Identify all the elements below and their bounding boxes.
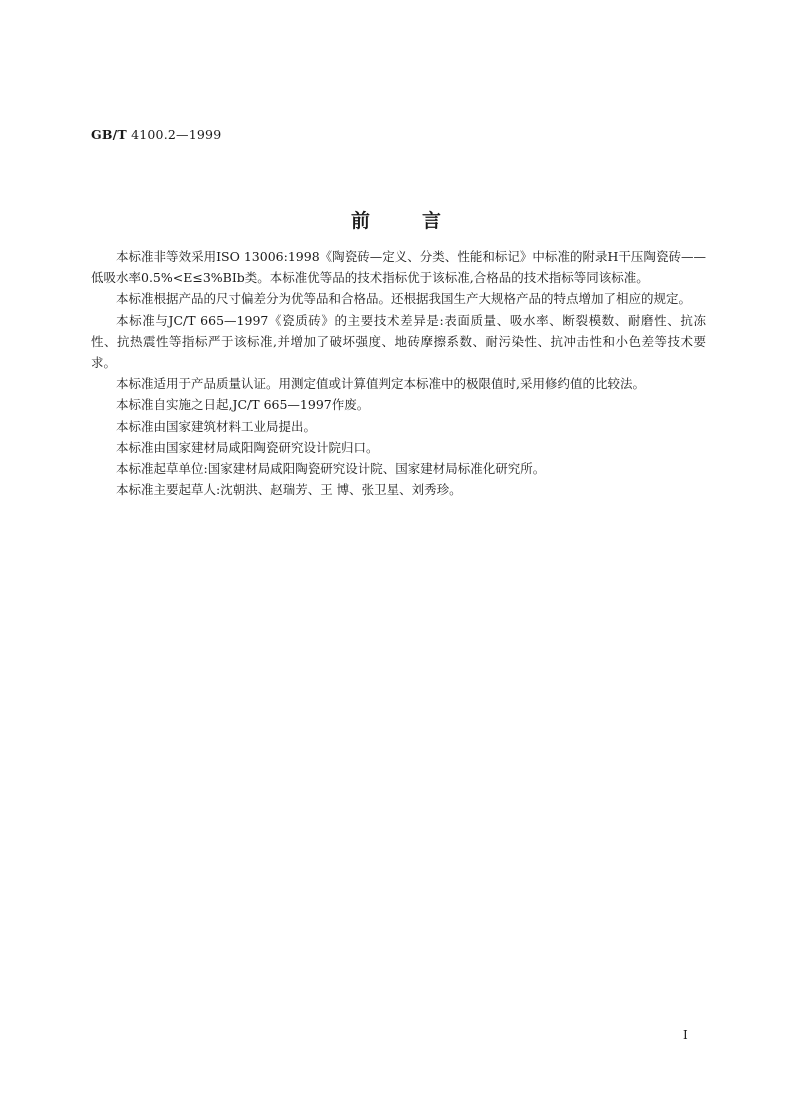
title-char-left: 前 [350, 210, 370, 232]
paragraph: 本标准由国家建筑材料工业局提出。 [116, 418, 317, 434]
paragraph: 本标准由国家建材局咸阳陶瓷研究设计院归口。 [116, 439, 379, 455]
page-title [0, 206, 792, 233]
standard-number: 4100.2—1999 [126, 127, 222, 142]
paragraph: 本标准与JC/T 665—1997《瓷质砖》的主要技术差异是:表面质量、吸水率、断裂模数、耐磨性、抗冻性、抗热震性等指标严于该标准,并增加了破坏强度、地砖摩擦系数、耐污染性、抗冲击性和小色差等技术要求。 [91, 312, 706, 371]
paragraph: 本标准非等效采用ISO 13006:1998《陶瓷砖—定义、分类、性能和标记》中标准的附录H干压陶瓷砖——低吸水率0.5%<E≤3%BⅠb类。本标准优等品的技术指标优于该标准,合格品的技术指标等同该标准。 [91, 249, 706, 286]
standard-prefix: GB/T [91, 127, 127, 142]
paragraph: 本标准适用于产品质量认证。用测定值或计算值判定本标准中的极限值时,采用修约值的比较法。 [116, 376, 645, 392]
document-header [91, 127, 221, 142]
foreword-body [91, 246, 706, 500]
paragraph: 本标准起草单位:国家建材局咸阳陶瓷研究设计院、国家建材局标准化研究所。 [116, 461, 546, 477]
page-number: I [683, 1028, 688, 1042]
title-char-right: 言 [422, 210, 442, 232]
paragraph: 本标准自实施之日起,JC/T 665—1997作废。 [116, 397, 370, 413]
paragraph: 本标准主要起草人:沈朝洪、赵瑞芳、王 博、张卫星、刘秀珍。 [116, 482, 462, 498]
paragraph: 本标准根据产品的尺寸偏差分为优等品和合格品。还根据我国生产大规格产品的特点增加了相应的规定。 [116, 291, 692, 307]
